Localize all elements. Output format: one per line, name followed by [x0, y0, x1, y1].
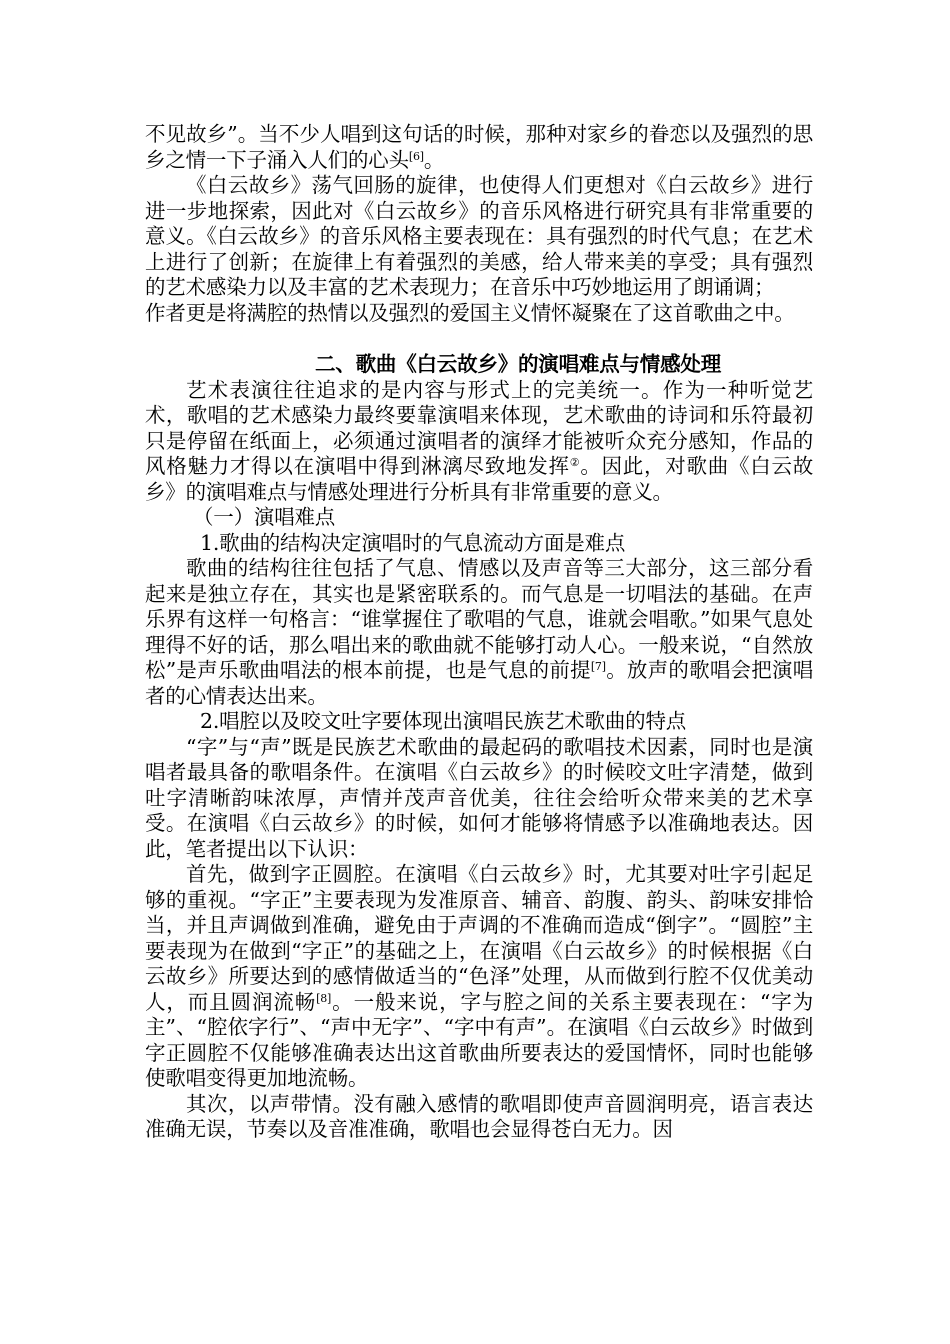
citation-ref: [8]	[316, 991, 332, 1005]
subsection-heading: （一）演唱难点	[193, 505, 336, 529]
subsubsection-heading: 2.唱腔以及咬文吐字要体现出演唱民族艺术歌曲的特点	[200, 709, 687, 733]
document-body	[145, 122, 813, 1143]
body-paragraph: 歌曲的结构往往包括了气息、情感以及声音等三大部分，这三部分看起来是独立存在，其实也是紧密联系的。而气息是一切唱法的基础。在声乐界有这样一句格言：“谁掌握住了歌唱的气息，谁就会唱歌。”如果气息处理得不好的话，那么唱出来的歌曲就不能够打动人心。一般来说，“自然放松”是声乐歌曲唱法的根本前提，也是气息的前提[7]。放声的歌唱会把演唱者的心情表达出来。	[145, 556, 813, 708]
citation-ref: [7]	[590, 660, 606, 673]
body-paragraph: 作者更是将满腔的热情以及强烈的爱国主义情怀凝聚在了这首歌曲之中。	[145, 300, 795, 325]
body-paragraph: 艺术表演往往追求的是内容与形式上的完美统一。作为一种听觉艺术，歌唱的艺术感染力最终要靠演唱来体现，艺术歌曲的诗词和乐符最初只是停留在纸面上，必须通过演唱者的演绎才能被听众充分感知，作品的风格魅力才得以在演唱中得到淋漓尽致地发挥②。因此，对歌曲《白云故乡》的演唱难点与情感处理进行分析具有非常重要的意义。	[145, 377, 813, 504]
subsubsection-heading: 1.歌曲的结构决定演唱时的气息流动方面是难点	[200, 530, 626, 555]
body-paragraph: 其次，以声带情。没有融入感情的歌唱即使声音圆润明亮，语言表达准确无误，节奏以及音准准确，歌唱也会显得苍白无力。因	[145, 1091, 813, 1141]
body-paragraph: 首先，做到字正圆腔。在演唱《白云故乡》时，尤其要对吐字引起足够的重视。“字正”主要表现为发准原音、辅音、韵腹、韵头、韵味安排恰当，并且声调做到准确，避免由于声调的不准确而造成“倒字”。“圆腔”主要表现为在做到“字正”的基础之上，在演唱《白云故乡》的时候根据《白云故乡》所要达到的感情做适当的“色泽”处理，从而做到行腔不仅优美动人，而且圆润流畅[8]。一般来说，字与腔之间的关系主要表现在：“字为主”、“腔依字行”、“声中无字”、“字中有声”。在演唱《白云故乡》时做到字正圆腔不仅能够准确表达出这首歌曲所要表达的爱国情怀，同时也能够使歌唱变得更加地流畅。	[145, 862, 813, 1090]
body-paragraph: 《白云故乡》荡气回肠的旋律，也使得人们更想对《白云故乡》进行进一步地探索，因此对《白云故乡》的音乐风格进行研究具有非常重要的意义。《白云故乡》的音乐风格主要表现在：具有强烈的时代气息；在艺术上进行了创新；在旋律上有着强烈的美感，给人带来美的享受；具有强烈的艺术感染力以及丰富的艺术表现力；在音乐中巧妙地运用了朗诵调；	[145, 173, 813, 299]
citation-ref: [6]	[408, 149, 424, 163]
footnote-ref: ②	[569, 456, 581, 469]
section-heading: 二、歌曲《白云故乡》的演唱难点与情感处理	[315, 352, 721, 376]
body-paragraph: 不见故乡”。当不少人唱到这句话的时候，那种对家乡的眷恋以及强烈的思乡之情一下子涌入人们的心头[6]。	[145, 122, 813, 172]
body-paragraph: “字”与“声”既是民族艺术歌曲的最起码的歌唱技术因素，同时也是演唱者最具备的歌唱条件。在演唱《白云故乡》的时候咬文吐字清楚，做到吐字清晰韵味浓厚，声情并茂声音优美，往往会给听众带来美的艺术享受。在演唱《白云故乡》的时候，如何才能够将情感予以准确地表达。因此，笔者提出以下认识：	[145, 734, 813, 861]
